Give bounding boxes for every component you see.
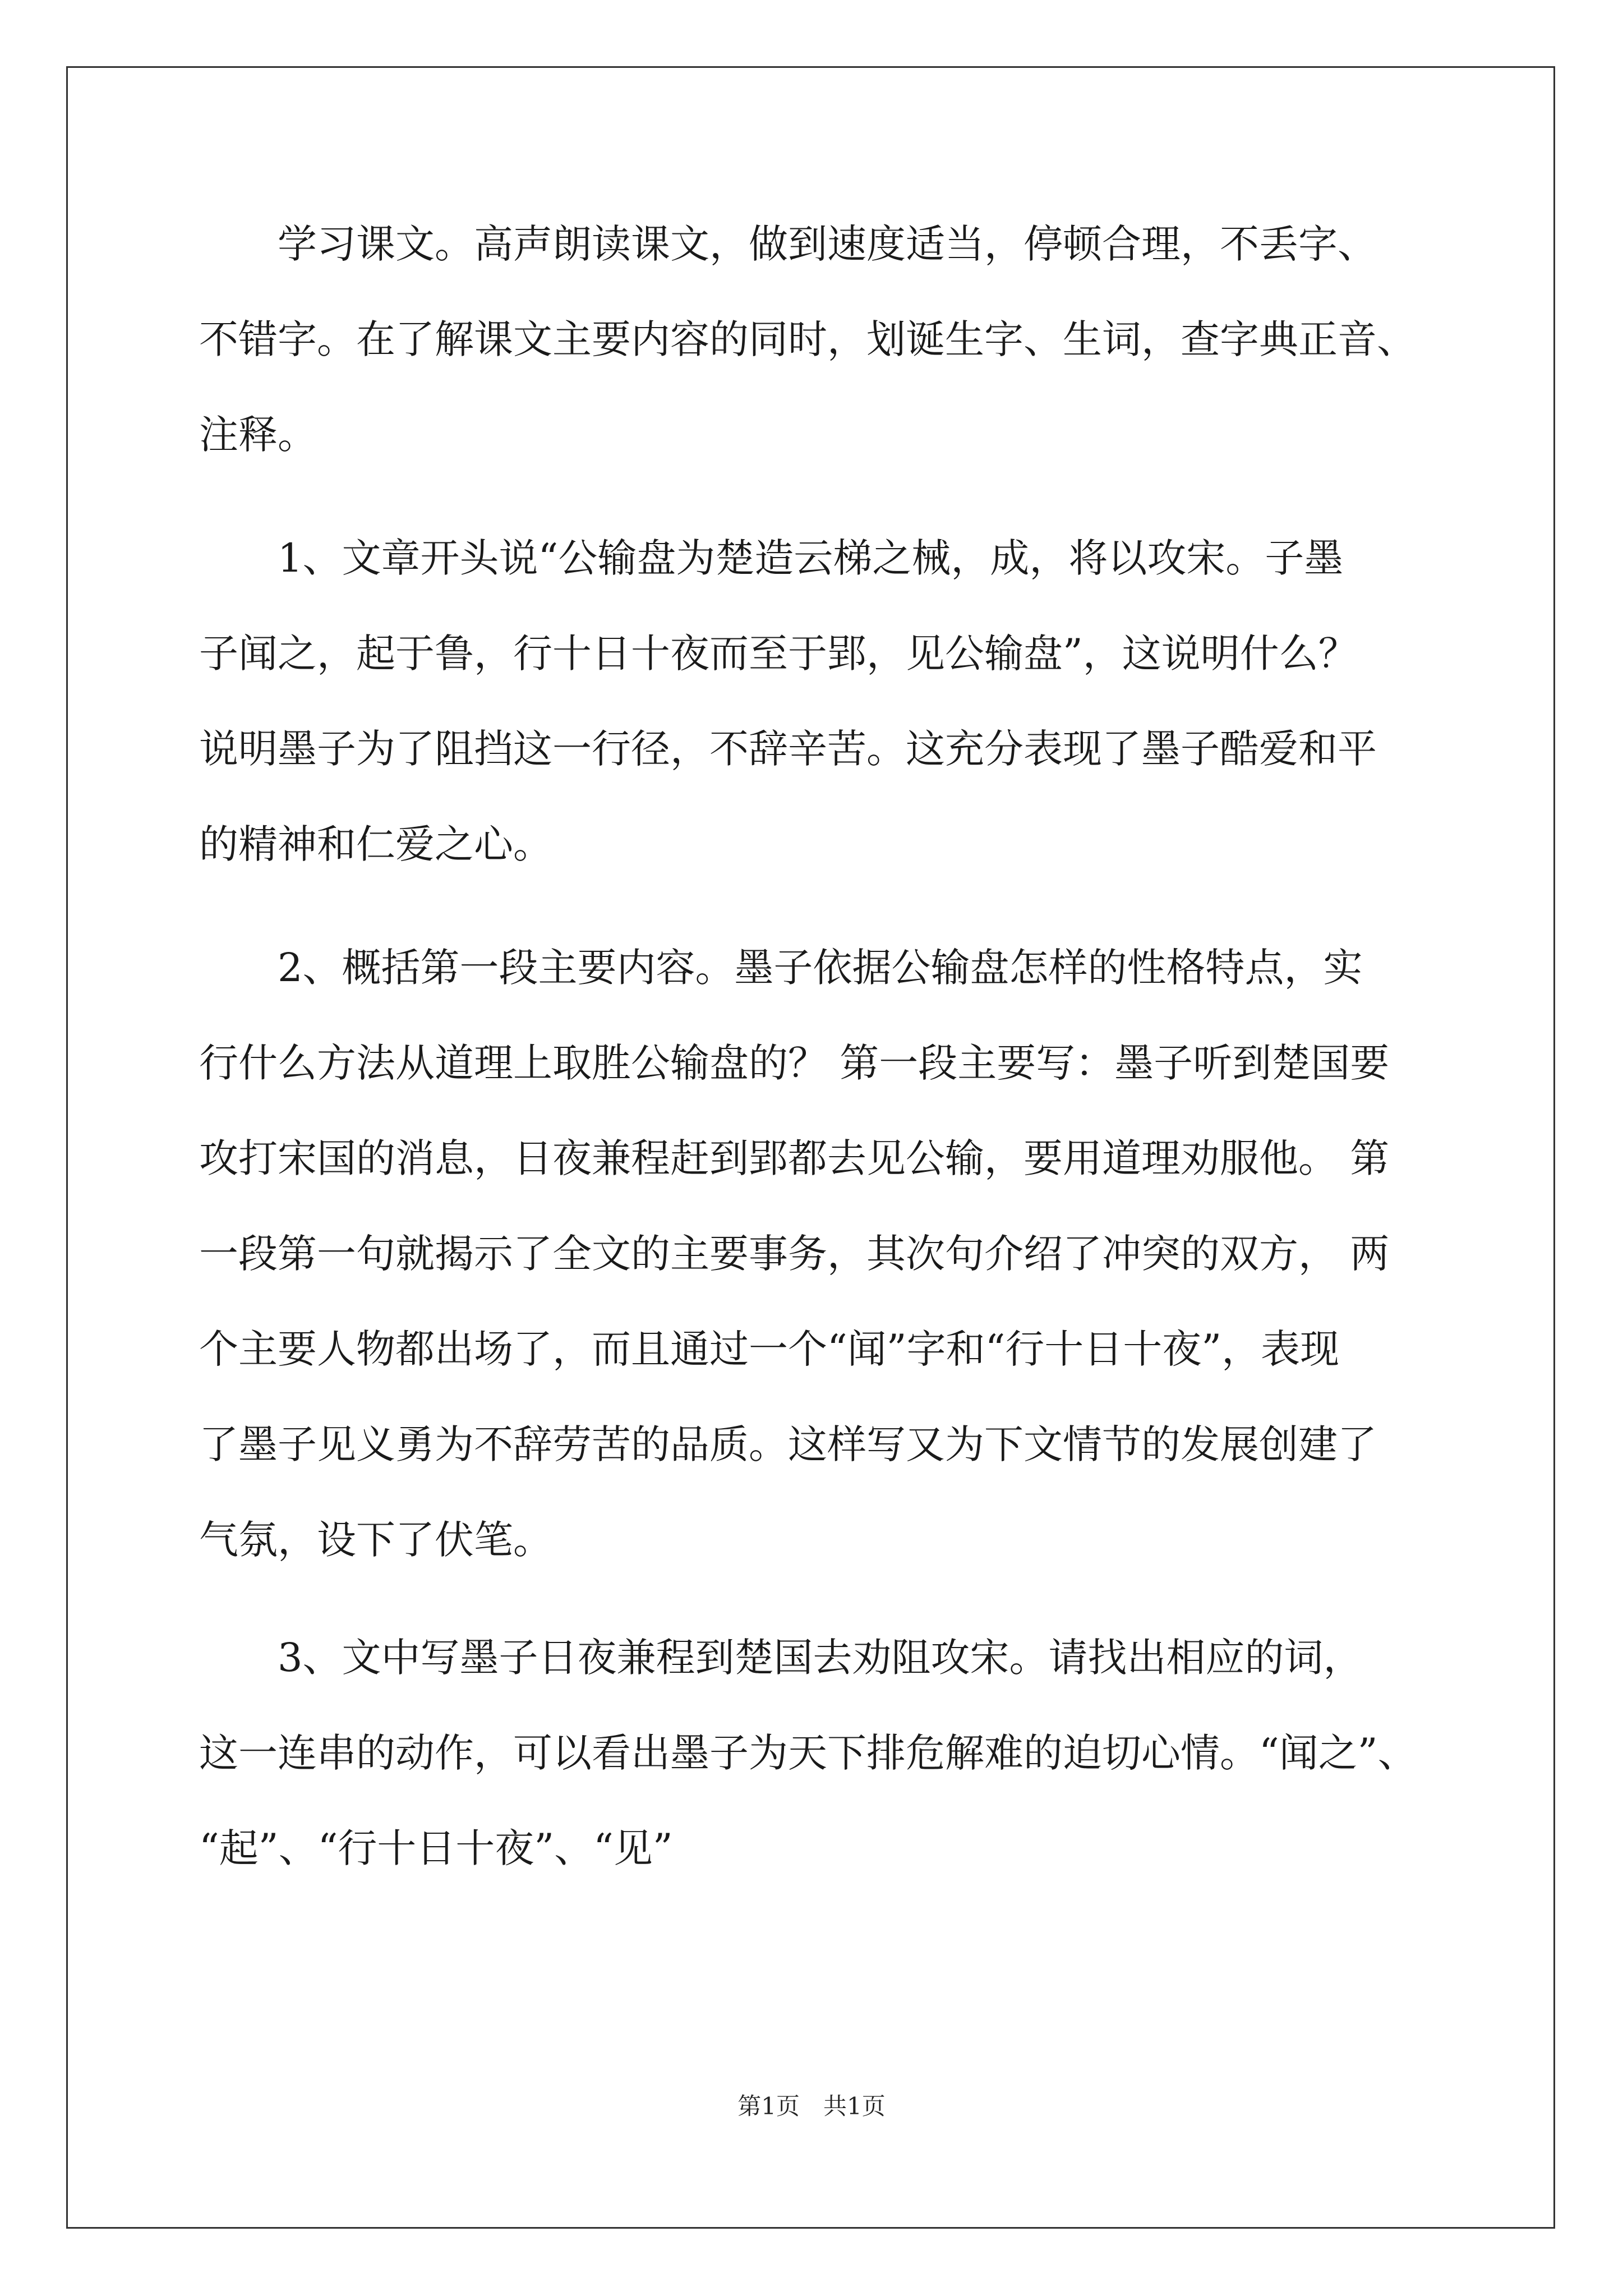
text-line: 行什么方法从道理上取胜公输盘的？ 第一段主要写：墨子听到楚国要 — [199, 1040, 1390, 1086]
page-footer: 第1页 共1页 — [737, 2092, 886, 2120]
text-line: 学习课文。高声朗读课文，做到速度适当，停顿合理，不丢字、 — [278, 221, 1377, 267]
text-line: 一段第一句就揭示了全文的主要事务，其次句介绍了冲突的双方， 两 — [199, 1231, 1390, 1277]
text-line: 气氛，设下了伏笔。 — [199, 1517, 552, 1563]
text-line: 2、概括第一段主要内容。墨子依据公输盘怎样的性格特点，实 — [278, 945, 1363, 991]
text-line: 注释。 — [199, 412, 317, 458]
text-line: 这一连串的动作，可以看出墨子为天下排危解难的迫切心情。“闻之”、 — [199, 1730, 1417, 1776]
text-line: 个主要人物都出场了，而且通过一个“闻”字和“行十日十夜”，表现 — [199, 1326, 1340, 1372]
text-line: 的精神和仁爱之心。 — [199, 821, 552, 867]
text-line: 子闻之，起于鲁，行十日十夜而至于郢，见公输盘”，这说明什么？ — [199, 631, 1358, 677]
text-line: 攻打宋国的消息，日夜兼程赶到郢都去见公输，要用道理劝服他。 第 — [199, 1135, 1390, 1181]
text-line: “起”、“行十日十夜”、“见” — [199, 1825, 673, 1871]
text-line: 不错字。在了解课文主要内容的同时，划诞生字、生词，查字典正音、 — [199, 316, 1416, 362]
text-line: 3、文中写墨子日夜兼程到楚国去劝阻攻宋。请找出相应的词， — [278, 1635, 1363, 1681]
text-line: 了墨子见义勇为不辞劳苦的品质。这样写又为下文情节的发展创建了 — [199, 1421, 1377, 1467]
text-line: 说明墨子为了阻挡这一行径，不辞辛苦。这充分表现了墨子酷爱和平 — [199, 726, 1377, 772]
text-line: 1、文章开头说“公输盘为楚造云梯之械，成，将以攻宋。子墨 — [278, 535, 1344, 581]
